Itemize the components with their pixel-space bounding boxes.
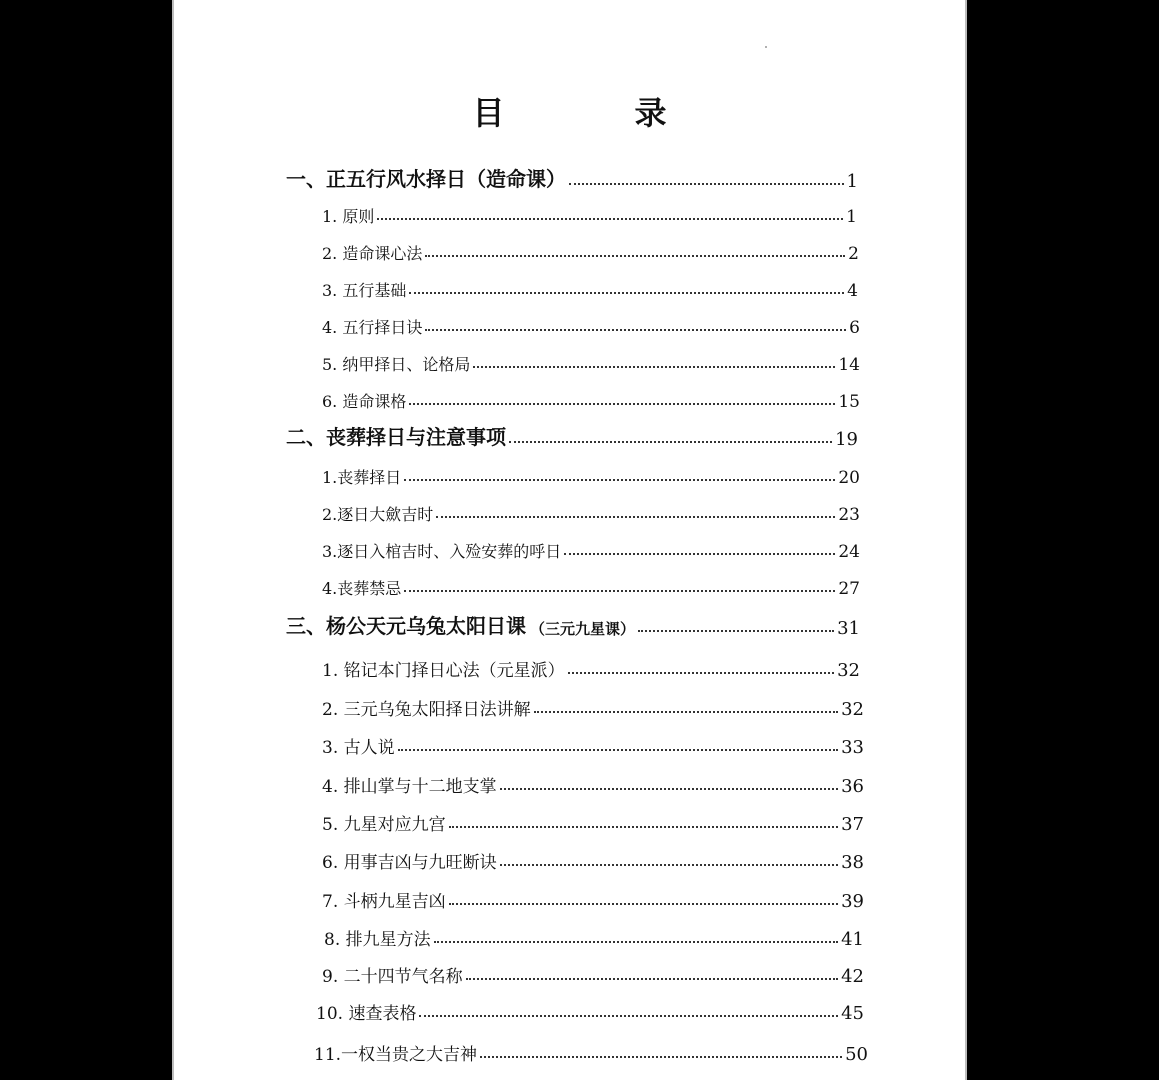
dot-leader — [568, 672, 834, 674]
toc-page-number: 14 — [838, 355, 860, 375]
toc-page-number: 27 — [838, 579, 860, 599]
dot-leader — [398, 749, 838, 751]
toc-page-number: 31 — [837, 618, 860, 639]
toc-page-number: 37 — [841, 814, 864, 835]
toc-item-label: 5. 九星对应九宫 — [322, 815, 446, 835]
dot-leader — [425, 255, 845, 257]
toc-item[interactable] — [322, 197, 857, 227]
scan-speck — [765, 46, 767, 48]
toc-title-char-2: 录 — [634, 94, 667, 132]
dot-leader — [377, 218, 843, 220]
toc-item-label: 2. 造命课心法 — [322, 244, 423, 263]
toc-page-number: 33 — [841, 737, 864, 758]
dot-leader — [404, 479, 835, 481]
toc-item-label: 4.丧葬禁忌 — [322, 579, 402, 598]
toc-page-number: 2 — [848, 244, 859, 264]
toc-item[interactable] — [322, 345, 860, 375]
toc-item[interactable] — [322, 843, 864, 873]
toc-item-label: 7. 斗柄九星吉凶 — [322, 892, 446, 912]
dot-leader — [425, 329, 846, 331]
toc-item[interactable] — [322, 308, 860, 338]
toc-page-number: 19 — [835, 429, 858, 450]
dot-leader — [534, 711, 838, 713]
toc-item[interactable] — [322, 767, 864, 797]
toc-page-number: 4 — [847, 281, 858, 301]
toc-page-number: 1 — [846, 171, 858, 192]
toc-page-number: 39 — [841, 891, 864, 912]
dot-leader — [404, 590, 835, 592]
dot-leader — [449, 903, 838, 905]
toc-item-label: 11.一权当贵之大吉神 — [314, 1045, 478, 1065]
toc-item-label: 2. 三元乌兔太阳择日法讲解 — [322, 700, 531, 720]
toc-page-number: 15 — [838, 392, 860, 412]
toc-item-label: 3.逐日入棺吉时、入殓安葬的呼日 — [322, 542, 562, 561]
dot-leader — [473, 366, 835, 368]
toc-page-number: 6 — [849, 318, 860, 338]
dot-leader — [509, 441, 832, 443]
toc-chapter-label: 三、杨公天元乌兔太阳日课 — [286, 614, 526, 638]
dot-leader — [436, 516, 835, 518]
toc-item-label: 3. 五行基础 — [322, 281, 407, 300]
toc-chapter-3[interactable] — [286, 609, 860, 639]
toc-item-label: 3. 古人说 — [322, 738, 395, 758]
toc-item[interactable] — [322, 458, 860, 488]
toc-item[interactable] — [322, 532, 860, 562]
toc-chapter-2[interactable] — [286, 420, 858, 450]
toc-chapter-label: 一、正五行风水择日（造命课） — [286, 167, 566, 191]
toc-item-label: 1.丧葬择日 — [322, 468, 402, 487]
toc-page-number: 41 — [841, 929, 864, 950]
toc-item-label: 9. 二十四节气名称 — [322, 967, 463, 987]
toc-item-label: 10. 速查表格 — [316, 1004, 417, 1024]
toc-title-char-1: 目 — [472, 94, 505, 132]
toc-page-number: 23 — [838, 505, 860, 525]
toc-item-label: 1. 铭记本门择日心法（元星派） — [322, 661, 565, 681]
toc-item[interactable] — [322, 805, 864, 835]
toc-item[interactable] — [316, 994, 864, 1024]
toc-item[interactable] — [322, 495, 860, 525]
document-page — [172, 0, 967, 1080]
toc-item[interactable] — [324, 920, 864, 950]
toc-item-label: 5. 纳甲择日、论格局 — [322, 355, 471, 374]
toc-item[interactable] — [322, 957, 864, 987]
toc-chapter-1[interactable] — [286, 162, 858, 192]
toc-item[interactable] — [322, 690, 864, 720]
dot-leader — [449, 826, 838, 828]
toc-item-label: 1. 原则 — [322, 207, 375, 226]
dot-leader — [564, 553, 835, 555]
toc-page-number: 36 — [841, 776, 864, 797]
dot-leader — [569, 183, 844, 185]
toc-item[interactable] — [314, 1035, 868, 1065]
dot-leader — [409, 292, 844, 294]
dot-leader — [466, 978, 838, 980]
toc-entries — [174, 0, 965, 1080]
toc-item-label: 4. 排山掌与十二地支掌 — [322, 777, 497, 797]
dot-leader — [409, 403, 835, 405]
toc-item[interactable] — [322, 271, 858, 301]
toc-page-number: 32 — [837, 660, 860, 681]
toc-page-number: 24 — [838, 542, 860, 562]
toc-page-number: 50 — [845, 1044, 868, 1065]
toc-item[interactable] — [322, 382, 860, 412]
toc-page-number: 42 — [841, 966, 864, 987]
dot-leader — [500, 788, 838, 790]
toc-item[interactable] — [322, 882, 864, 912]
toc-page-number: 38 — [841, 852, 864, 873]
toc-item[interactable] — [322, 234, 859, 264]
dot-leader — [500, 864, 838, 866]
dot-leader — [419, 1015, 838, 1017]
toc-item-label: 2.逐日大歛吉时 — [322, 505, 434, 524]
toc-chapter-note: （三元九星课） — [530, 620, 636, 638]
toc-page-number: 45 — [841, 1003, 864, 1024]
toc-item[interactable] — [322, 569, 860, 599]
toc-item[interactable] — [322, 651, 860, 681]
toc-page-number: 1 — [846, 207, 857, 227]
toc-chapter-label: 二、丧葬择日与注意事项 — [286, 425, 506, 449]
toc-page-number: 32 — [841, 699, 864, 720]
toc-item-label: 4. 五行择日诀 — [322, 318, 423, 337]
toc-page-number: 20 — [838, 468, 860, 488]
dot-leader — [434, 941, 838, 943]
dot-leader — [480, 1056, 842, 1058]
toc-item-label: 6. 造命课格 — [322, 392, 407, 411]
toc-item-label: 8. 排九星方法 — [324, 930, 431, 950]
dot-leader — [638, 630, 834, 632]
toc-item[interactable] — [322, 728, 864, 758]
toc-item-label: 6. 用事吉凶与九旺断诀 — [322, 853, 497, 873]
